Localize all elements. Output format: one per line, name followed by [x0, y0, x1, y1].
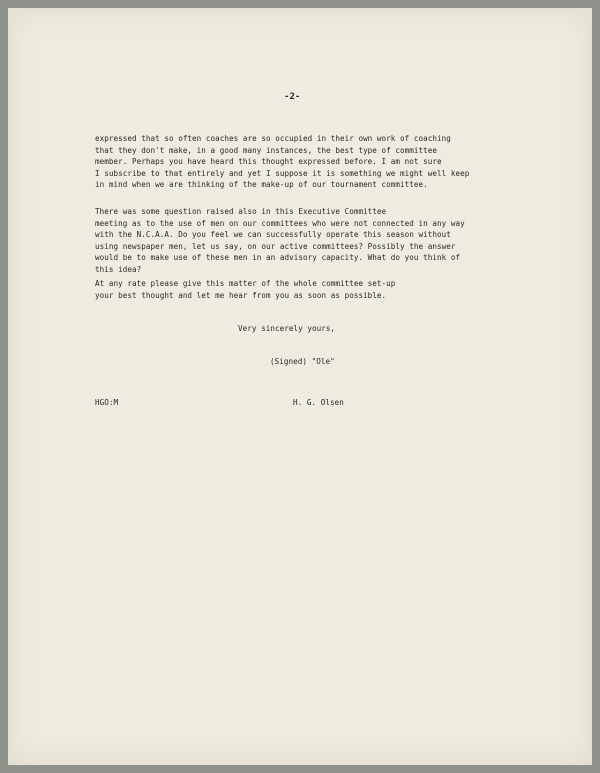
signature: (Signed) "Ole" — [270, 357, 335, 366]
paragraph-1 — [95, 133, 469, 191]
paragraph-line: this idea? — [95, 264, 142, 274]
paragraph-line: using newspaper men, let us say, on our active committees? Possibly the answer — [95, 241, 456, 251]
typist-initials: HGO:M — [95, 398, 119, 407]
sender-name: H. G. Olsen — [293, 398, 344, 407]
closing: Very sincerely yours, — [238, 324, 336, 333]
paragraph-line: would be to make use of these men in an advisory capacity. What do you think of — [95, 253, 461, 262]
paragraph-line: your best thought and let me hear from you as soon as possible. — [95, 290, 387, 300]
paragraph-line: meeting as to the use of men on our committees who were not connected in any way — [95, 218, 465, 228]
paragraph-3 — [95, 278, 395, 301]
paragraph-line: At any rate please give this matter of the whole committee set-up — [95, 279, 396, 288]
paragraph-2 — [95, 206, 465, 275]
page-number: -2- — [284, 92, 301, 102]
paragraph-line: There was some question raised also in this Executive Committee — [95, 207, 387, 216]
paragraph-line: with the N.C.A.A. Do you feel we can successfully operate this season without — [95, 230, 451, 239]
paragraph-line: in mind when we are thinking of the make-up of our tournament committee. — [95, 180, 428, 189]
paragraph-line: that they don't make, in a good many instances, the best type of committee — [95, 145, 438, 155]
paragraph-line: expressed that so often coaches are so occupied in their own work of coaching — [95, 134, 451, 143]
paragraph-line: member. Perhaps you have heard this thought expressed before. I am not sure — [95, 157, 442, 166]
letter-page — [8, 8, 592, 765]
paragraph-line: I subscribe to that entirely and yet I suppose it is something we might well keep — [95, 168, 470, 178]
